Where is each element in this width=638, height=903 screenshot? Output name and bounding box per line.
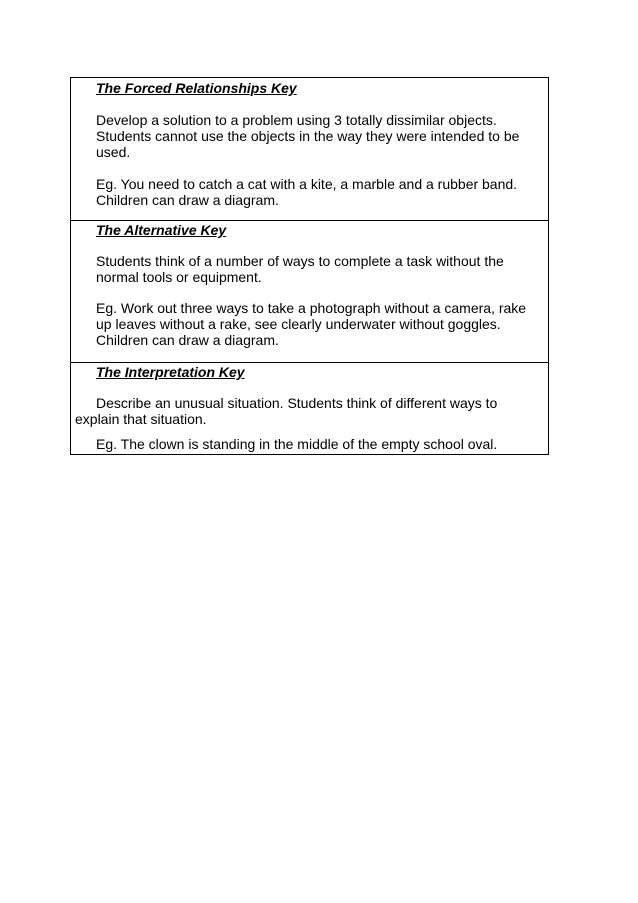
text-line: Students cannot use the objects in the way they were intended to be [96,128,520,144]
key-section-forced-relationships [71,78,548,220]
text-line: Develop a solution to a problem using 3 totally dissimilar objects. [96,112,497,128]
text-line: Students think of a number of ways to complete a task without the [96,253,504,269]
key-section-interpretation [71,362,548,454]
text-line: used. [96,144,131,160]
text-line: normal tools or equipment. [96,269,262,285]
keys-table [70,77,549,455]
key-section-alternative [71,220,548,362]
text-line: Eg. The clown is standing in the middle of the empty school oval. [96,436,498,452]
text-line: Children can draw a diagram. [96,332,279,348]
text-line: Eg. You need to catch a cat with a kite, a marble and a rubber band. [96,176,518,192]
text-line: explain that situation. [75,411,207,427]
section-heading: The Alternative Key [96,222,227,238]
text-line: Eg. Work out three ways to take a photograph without a camera, rake [96,300,527,316]
text-line: up leaves without a rake, see clearly underwater without goggles. [96,316,501,332]
section-heading: The Interpretation Key [96,364,245,380]
text-line: Describe an unusual situation. Students think of different ways to [96,395,498,411]
section-heading: The Forced Relationships Key [96,80,297,96]
text-line: Children can draw a diagram. [96,192,279,208]
